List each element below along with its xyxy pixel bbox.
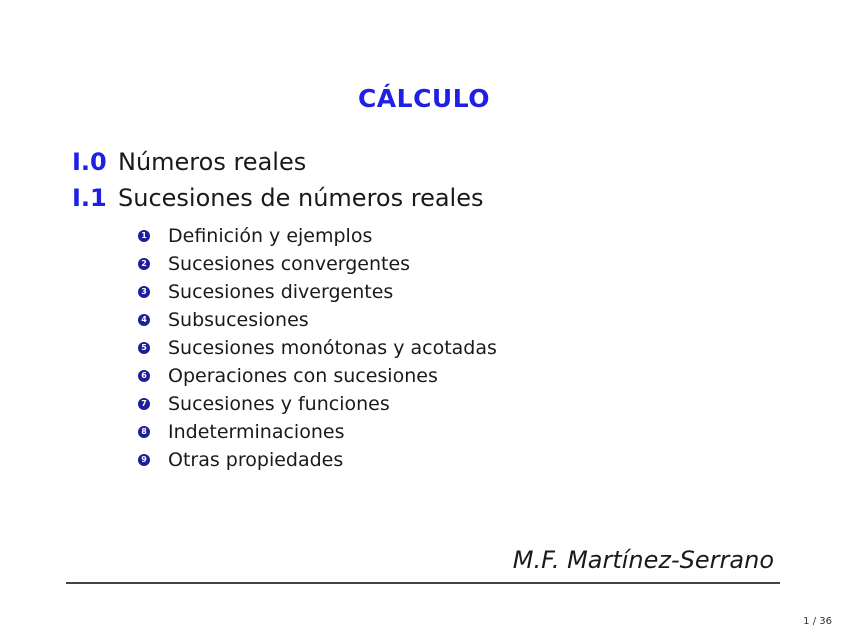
list-item-text: Sucesiones divergentes bbox=[168, 281, 394, 303]
numbered-bullet-icon: 8 bbox=[138, 426, 150, 438]
list-item-text: Indeterminaciones bbox=[168, 421, 345, 443]
list-item bbox=[138, 222, 497, 250]
numbered-bullet-icon: 9 bbox=[138, 454, 150, 466]
author-name: M.F. Martínez-Serrano bbox=[512, 546, 774, 574]
numbered-bullet-icon: 6 bbox=[138, 370, 150, 382]
list-item bbox=[138, 446, 497, 474]
numbered-bullet-icon: 7 bbox=[138, 398, 150, 410]
section-label: Sucesiones de números reales bbox=[118, 184, 484, 212]
numbered-bullet-icon: 5 bbox=[138, 342, 150, 354]
numbered-bullet-icon: 4 bbox=[138, 314, 150, 326]
section-number: I.0 bbox=[72, 148, 107, 176]
list-item-text: Operaciones con sucesiones bbox=[168, 365, 438, 387]
section-numeros-reales bbox=[72, 148, 306, 176]
numbered-bullet-icon: 2 bbox=[138, 258, 150, 270]
section-number: I.1 bbox=[72, 184, 107, 212]
list-item bbox=[138, 250, 497, 278]
section-sucesiones bbox=[72, 184, 483, 212]
subsection-list bbox=[138, 222, 497, 474]
footer-divider bbox=[66, 582, 780, 584]
list-item-text: Sucesiones y funciones bbox=[168, 393, 390, 415]
list-item-text: Definición y ejemplos bbox=[168, 225, 373, 247]
numbered-bullet-icon: 1 bbox=[138, 230, 150, 242]
section-label: Números reales bbox=[118, 148, 307, 176]
list-item-text: Otras propiedades bbox=[168, 449, 344, 471]
list-item bbox=[138, 418, 497, 446]
list-item bbox=[138, 390, 497, 418]
page-number: 1 / 36 bbox=[803, 616, 832, 627]
list-item-text: Subsucesiones bbox=[168, 309, 309, 331]
slide-title: CÁLCULO bbox=[357, 84, 491, 113]
numbered-bullet-icon: 3 bbox=[138, 286, 150, 298]
list-item-text: Sucesiones convergentes bbox=[168, 253, 411, 275]
list-item-text: Sucesiones monótonas y acotadas bbox=[168, 337, 497, 359]
list-item bbox=[138, 362, 497, 390]
list-item bbox=[138, 334, 497, 362]
list-item bbox=[138, 278, 497, 306]
list-item bbox=[138, 306, 497, 334]
